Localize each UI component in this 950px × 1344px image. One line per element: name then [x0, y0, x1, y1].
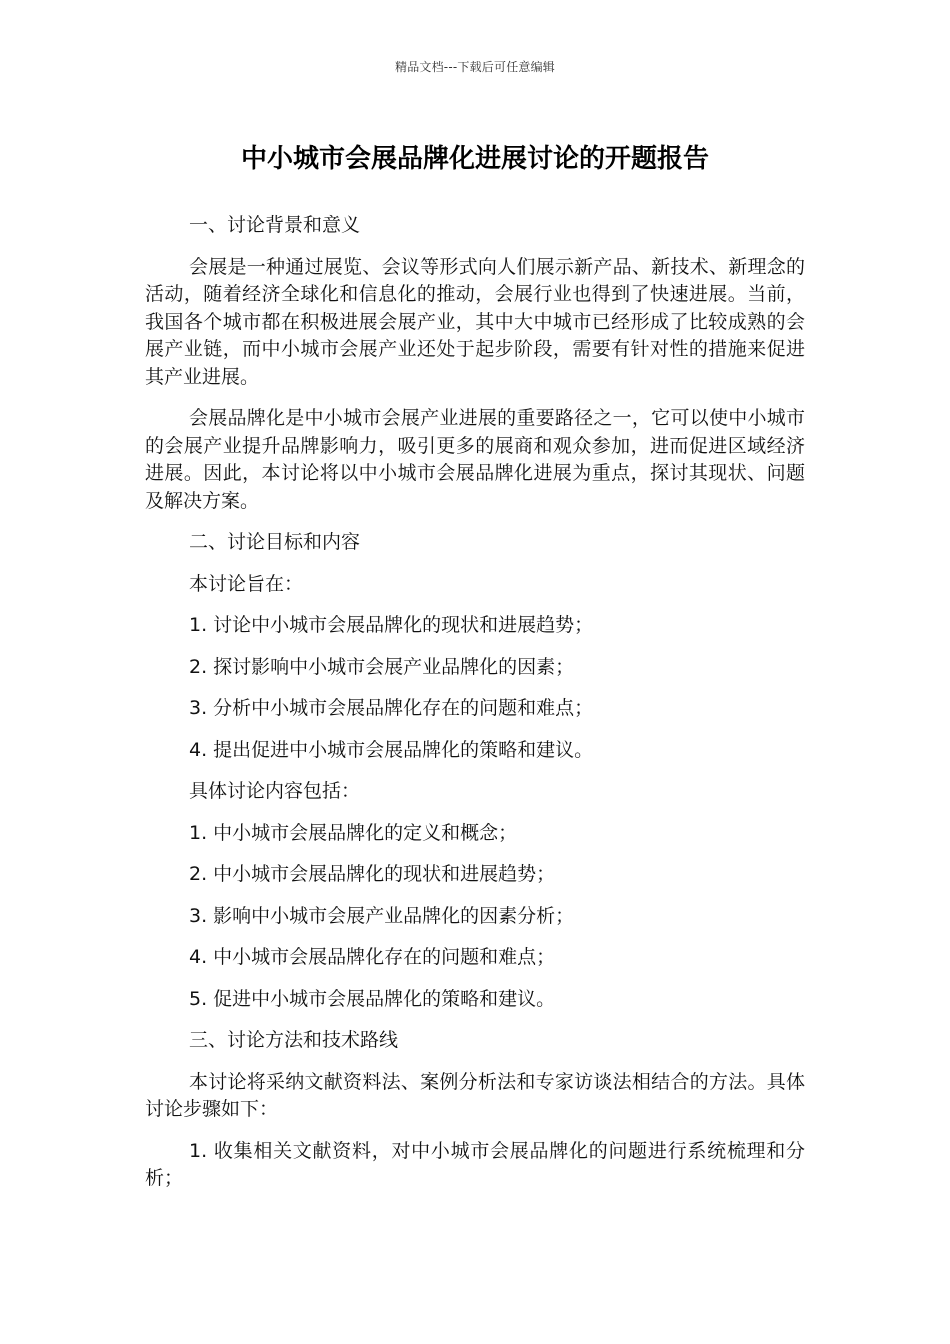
document-title: 中小城市会展品牌化进展讨论的开题报告: [240, 144, 709, 174]
list-item: 1. 中小城市会展品牌化的定义和概念；: [189, 821, 518, 844]
list-item: 3. 分析中小城市会展品牌化存在的问题和难点；: [189, 697, 594, 719]
document-body: [145, 212, 805, 1207]
header-note: 精品文档---下载后可任意编辑: [395, 60, 555, 74]
section-heading: 二、讨论目标和内容: [189, 531, 361, 553]
paragraph: 会展是一种通过展览、会议等形式向人们展示新产品、新技术、新理念的活动，随着经济全球化和信息化的推动，会展行业也得到了快速进展。当前，我国各个城市都在积极进展会展产业，其中大中城市已经形成了比较成熟的会展产业链，而中小城市会展产业还处于起步阶段，需要有针对性的措施来促进其产业进展。: [145, 255, 805, 388]
paragraph: 本讨论旨在：: [189, 572, 304, 595]
section-heading: 一、讨论背景和意义: [189, 214, 361, 236]
list-item: 3. 影响中小城市会展产业品牌化的因素分析；: [189, 904, 575, 927]
paragraph: 本讨论将采纳文献资料法、案例分析法和专家访谈法相结合的方法。具体讨论步骤如下：: [145, 1070, 805, 1120]
list-item: 2. 中小城市会展品牌化的现状和进展趋势；: [189, 863, 556, 885]
list-item: 4. 提出促进中小城市会展品牌化的策略和建议。: [189, 738, 594, 761]
list-item: 4. 中小城市会展品牌化存在的问题和难点；: [189, 946, 556, 968]
paragraph: 具体讨论内容包括：: [189, 780, 361, 802]
section-heading: 三、讨论方法和技术路线: [189, 1029, 399, 1051]
paragraph: 会展品牌化是中小城市会展产业进展的重要路径之一，它可以使中小城市的会展产业提升品牌影响力，吸引更多的展商和观众参加，进而促进区域经济进展。因此，本讨论将以中小城市会展品牌化进展为重点，探讨其现状、问题及解决方案。: [145, 407, 805, 512]
list-item: 2. 探讨影响中小城市会展产业品牌化的因素；: [189, 655, 575, 678]
list-item: 5. 促进中小城市会展品牌化的策略和建议。: [189, 987, 556, 1010]
list-item: 1. 讨论中小城市会展品牌化的现状和进展趋势；: [189, 614, 594, 636]
list-item: 1. 收集相关文献资料，对中小城市会展品牌化的问题进行系统梳理和分析；: [145, 1139, 805, 1189]
